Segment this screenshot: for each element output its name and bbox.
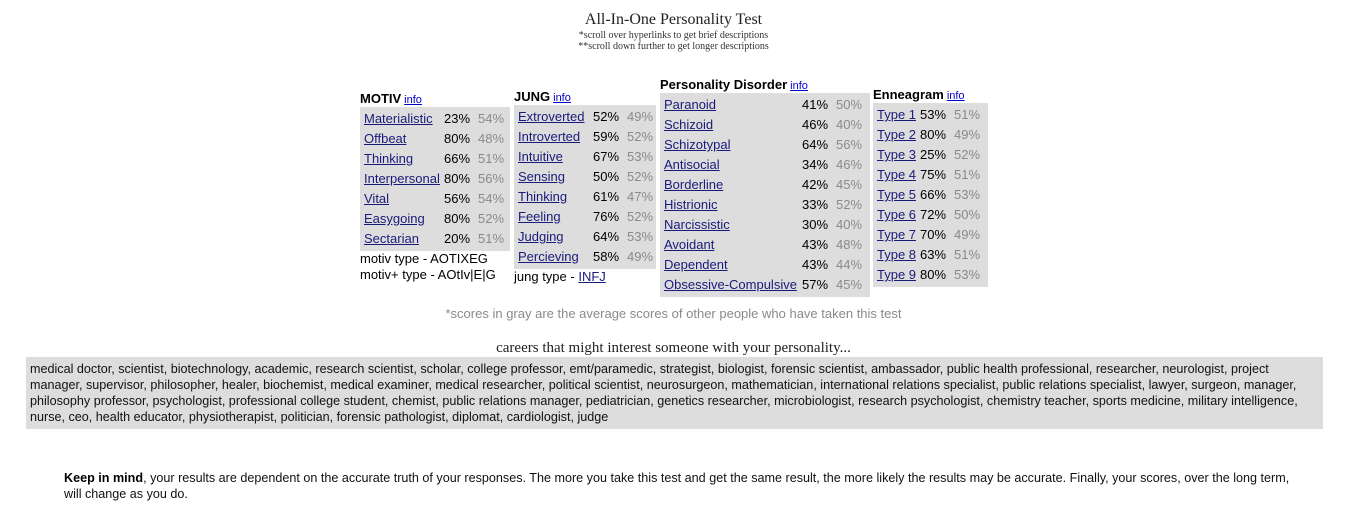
pd-title: Personality Disorder [660,77,788,92]
motiv-row [364,169,508,189]
enneagram-average: 51% [954,107,981,122]
pd-trait-link[interactable]: Narcissistic [664,217,730,232]
pd-row [664,235,868,255]
pd-score: 41% [802,97,829,112]
jung-score: 64% [593,229,620,244]
enneagram-score: 75% [920,167,947,182]
careers-heading: careers that might interest someone with your personality... [496,340,851,356]
hint-longer-descriptions: **scroll down further to get longer descriptions [578,41,769,52]
jung-trait-link[interactable]: Introverted [518,129,581,144]
jung-row [518,167,654,187]
motiv-row [364,209,508,229]
jung-trait-link[interactable]: Feeling [518,209,561,224]
motiv-info-link[interactable]: info [404,94,422,106]
enneagram-title: Enneagram [873,87,944,102]
motiv-row [364,189,508,209]
pd-trait-link[interactable]: Antisocial [664,157,720,172]
pd-trait-link[interactable]: Borderline [664,177,724,192]
enneagram-type-link[interactable]: Type 6 [877,207,917,222]
jung-type [514,269,656,285]
enneagram-average: 53% [954,187,981,202]
motiv-trait-link[interactable]: Easygoing [364,211,425,226]
motiv-row [364,109,508,129]
pd-average: 56% [836,137,863,152]
jung-average: 49% [627,109,654,124]
motiv-average: 56% [478,171,505,186]
pd-row [664,275,868,295]
enneagram-header [873,86,988,103]
pd-score: 33% [802,197,829,212]
pd-row [664,115,868,135]
gray-scores-note: *scores in gray are the average scores of other people who have taken this test [445,306,902,321]
enneagram-average: 49% [954,127,981,142]
jung-score: 61% [593,189,620,204]
pd-average: 52% [836,197,863,212]
motiv-score: 80% [444,171,471,186]
pd-score: 46% [802,117,829,132]
enneagram-section [873,86,988,287]
pd-row [664,215,868,235]
jung-header [514,88,656,105]
enneagram-row [877,125,986,145]
motiv-row [364,149,508,169]
enneagram-row [877,185,986,205]
jung-row [518,147,654,167]
jung-average: 53% [627,229,654,244]
enneagram-score: 80% [920,267,947,282]
pd-average: 40% [836,117,863,132]
motiv-average: 54% [478,111,505,126]
enneagram-average: 51% [954,167,981,182]
enneagram-average: 49% [954,227,981,242]
pd-average: 45% [836,277,863,292]
pd-row [664,155,868,175]
enneagram-row [877,205,986,225]
motiv-trait-link[interactable]: Sectarian [364,231,419,246]
motiv-average: 51% [478,231,505,246]
pd-average: 50% [836,97,863,112]
enneagram-average: 50% [954,207,981,222]
motiv-average: 52% [478,211,505,226]
pd-row [664,95,868,115]
motiv-type: motiv type - AOTIXEG [360,251,488,266]
jung-average: 52% [627,169,654,184]
enneagram-score: 25% [920,147,947,162]
pd-row [664,255,868,275]
enneagram-row [877,265,986,285]
jung-scores-box [514,105,656,269]
jung-score: 76% [593,209,620,224]
enneagram-row [877,165,986,185]
enneagram-row [877,105,986,125]
jung-average: 53% [627,149,654,164]
pd-header [660,76,870,93]
pd-trait-link[interactable]: Obsessive-Compulsive [664,277,797,292]
careers-list: medical doctor, scientist, biotechnology, academic, research scientist, scholar, college professor, emt/paramedic, strategist, biologist, forensic scientist, ambassador, public health professional, researcher, neurologist, project manager, supervisor, philosopher, healer, biochemist, medical examiner, medical researcher, political scientist, neurosurgeon, mathematician, international relations specialist, public relations specialist, lawyer, surgeon, manager, philosophy professor, psychologist, professional college student, chemist, public relations manager, pediatrician, genetics researcher, microbiologist, research psychologist, chemistry teacher, sports medicine, military intelligence, nurse, ceo, health educator, physiotherapist, politician, forensic pathologist, diplomat, cardiologist, judge [26,357,1323,429]
pd-average: 46% [836,157,863,172]
motiv-trait-link[interactable]: Interpersonal [364,171,440,186]
enneagram-average: 51% [954,247,981,262]
pd-trait-link[interactable]: Dependent [664,257,728,272]
motiv-average: 51% [478,151,505,166]
enneagram-type-link[interactable]: Type 7 [877,227,917,242]
enneagram-score: 72% [920,207,947,222]
keep-in-mind-bold: Keep in mind [64,471,144,485]
pd-trait-link[interactable]: Avoidant [664,237,715,252]
motiv-trait-link[interactable]: Vital [364,191,390,206]
pd-average: 44% [836,257,863,272]
pd-score: 64% [802,137,829,152]
jung-row [518,187,654,207]
enneagram-score: 53% [920,107,947,122]
pd-score: 34% [802,157,829,172]
motiv-score: 66% [444,151,471,166]
pd-trait-link[interactable]: Histrionic [664,197,718,212]
motiv-row [364,229,508,249]
jung-score: 50% [593,169,620,184]
enneagram-score: 80% [920,127,947,142]
jung-row [518,247,654,267]
jung-average: 52% [627,209,654,224]
jung-trait-link[interactable]: Extroverted [518,109,585,124]
personality-disorder-section [660,76,870,297]
motiv-score: 20% [444,231,471,246]
enneagram-type-link[interactable]: Type 1 [877,107,917,122]
enneagram-type-link[interactable]: Type 4 [877,167,917,182]
pd-info-link[interactable]: info [790,80,808,92]
hint-brief-descriptions: *scroll over hyperlinks to get brief descriptions [578,30,769,41]
motiv-score: 56% [444,191,471,206]
motiv-trait-link[interactable]: Materialistic [364,111,433,126]
enneagram-row [877,145,986,165]
motiv-scores-box [360,107,510,251]
motiv-trait-link[interactable]: Offbeat [364,131,407,146]
enneagram-type-link[interactable]: Type 9 [877,267,917,282]
jung-trait-link[interactable]: Sensing [518,169,565,184]
motiv-section [360,90,510,283]
pd-score: 43% [802,257,829,272]
motiv-score: 80% [444,211,471,226]
jung-trait-link[interactable]: Percieving [518,249,579,264]
jung-average: 52% [627,129,654,144]
pd-score: 30% [802,217,829,232]
jung-trait-link[interactable]: Judging [518,229,564,244]
jung-average: 47% [627,189,654,204]
enneagram-average: 53% [954,267,981,282]
jung-trait-link[interactable]: Thinking [518,189,568,204]
enneagram-row [877,245,986,265]
jung-type-prefix: jung type - [514,269,579,284]
pd-trait-link[interactable]: Schizotypal [664,137,731,152]
motiv-trait-link[interactable]: Thinking [364,151,414,166]
enneagram-type-link[interactable]: Type 8 [877,247,917,262]
motiv-score: 80% [444,131,471,146]
motiv-header [360,90,510,107]
jung-row [518,107,654,127]
pd-trait-link[interactable]: Schizoid [664,117,714,132]
pd-scores-box [660,93,870,297]
motiv-average: 54% [478,191,505,206]
page-title: All-In-One Personality Test [584,11,763,28]
pd-score: 42% [802,177,829,192]
pd-row [664,135,868,155]
jung-title: JUNG [514,89,551,104]
jung-row [518,207,654,227]
pd-row [664,175,868,195]
jung-score: 52% [593,109,620,124]
pd-score: 57% [802,277,829,292]
jung-score: 58% [593,249,620,264]
enneagram-score: 66% [920,187,947,202]
pd-score: 43% [802,237,829,252]
jung-trait-link[interactable]: Intuitive [518,149,563,164]
enneagram-score: 63% [920,247,947,262]
jung-section [514,88,656,285]
jung-info-link[interactable]: info [553,92,571,104]
motiv-plus-type: motiv+ type - AOtIv|E|G [360,267,496,282]
motiv-title: MOTIV [360,91,402,106]
pd-average: 48% [836,237,863,252]
jung-type-link[interactable]: INFJ [578,269,606,284]
enneagram-average: 52% [954,147,981,162]
jung-row [518,127,654,147]
jung-score: 67% [593,149,620,164]
pd-trait-link[interactable]: Paranoid [664,97,717,112]
motiv-average: 48% [478,131,505,146]
enneagram-type-link[interactable]: Type 2 [877,127,917,142]
enneagram-type-link[interactable]: Type 3 [877,147,917,162]
motiv-score: 23% [444,111,471,126]
enneagram-score: 70% [920,227,947,242]
enneagram-info-link[interactable]: info [946,90,965,102]
pd-average: 45% [836,177,863,192]
motiv-row [364,129,508,149]
keep-in-mind-note [64,470,1294,502]
enneagram-scores-box [873,103,988,287]
jung-row [518,227,654,247]
enneagram-type-link[interactable]: Type 5 [877,187,917,202]
jung-score: 59% [593,129,620,144]
enneagram-row [877,225,986,245]
jung-average: 49% [627,249,654,264]
keep-in-mind-text: , your results are dependent on the accurate truth of your responses. The more you take this test and get the same result, the more likely the results may be accurate. Finally, your scores, over the long term, will change as you do. [64,471,1290,501]
pd-row [664,195,868,215]
pd-average: 40% [836,217,863,232]
